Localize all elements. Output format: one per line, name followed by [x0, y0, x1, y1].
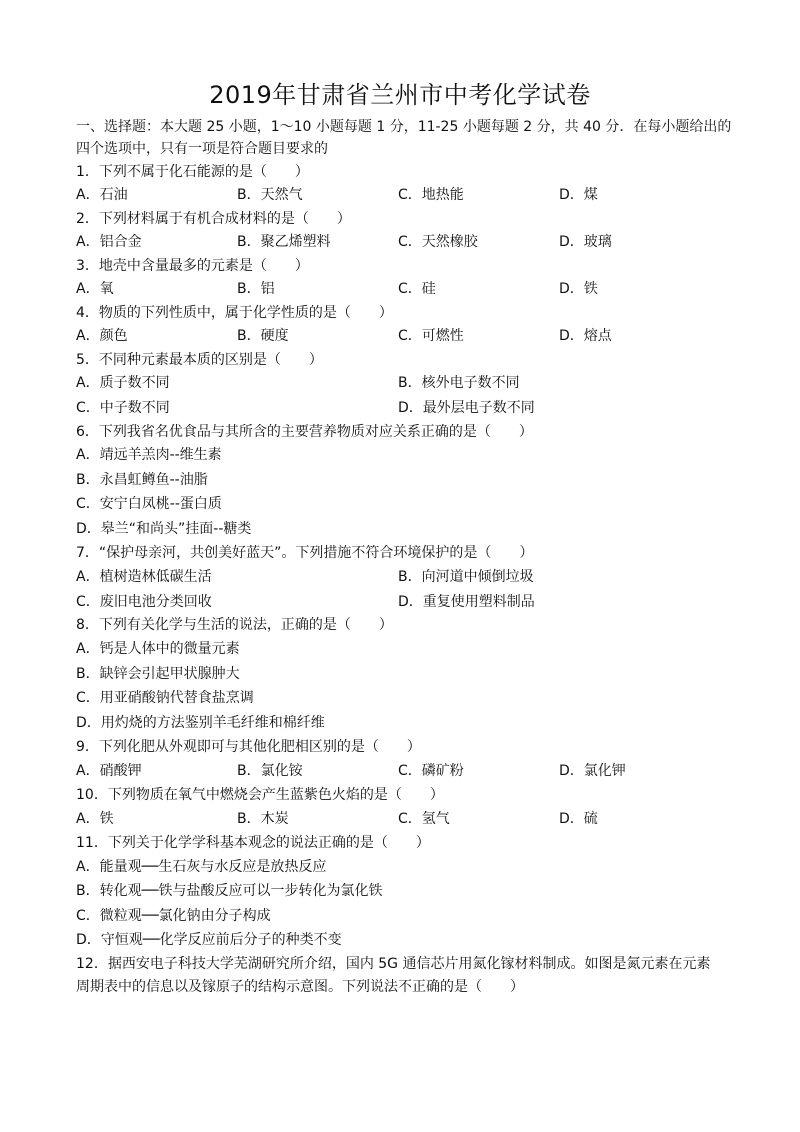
question-3-option-c: C．硅	[398, 281, 436, 297]
question-3-option-d: D．铁	[559, 281, 598, 297]
question-8-option-d: D．用灼烧的方法鉴别羊毛纤维和棉纤维	[76, 715, 325, 731]
question-9-stem: 9．下列化肥从外观即可与其他化肥相区别的是（ ）	[76, 739, 421, 755]
question-12-stem-line2: 周期表中的信息以及镓原子的结构示意图。下列说法不正确的是（ ）	[76, 979, 524, 995]
question-10-stem: 10．下列物质在氧气中燃烧会产生蓝紫色火焰的是（ ）	[76, 787, 444, 803]
question-7-option-b: B．向河道中倾倒垃圾	[398, 569, 534, 585]
question-8-option-a: A．钙是人体中的微量元素	[76, 641, 240, 657]
section-instructions-line1: 一、选择题：本大题 25 小题，1～10 小题每题 1 分，11-25 小题每题 2 分，共 40 分．在每小题给出的	[76, 119, 732, 135]
question-7-option-d: D．重复使用塑料制品	[398, 594, 535, 610]
question-6-option-b: B．永昌虹鳟鱼--油脂	[76, 472, 208, 488]
question-1-option-c: C．地热能	[398, 187, 464, 203]
question-4-option-a: A．颜色	[76, 328, 128, 344]
question-8-stem: 8．下列有关化学与生活的说法，正确的是（ ）	[76, 617, 393, 633]
question-2-stem: 2．下列材料属于有机合成材料的是（ ）	[76, 211, 351, 227]
question-9-option-a: A．硝酸钾	[76, 763, 142, 779]
question-9-option-c: C．磷矿粉	[398, 763, 464, 779]
page-title: 2019年甘肃省兰州市中考化学试卷	[209, 81, 591, 109]
question-10-option-c: C．氢气	[398, 811, 450, 827]
question-7-option-c: C．废旧电池分类回收	[76, 594, 212, 610]
section-instructions-line2: 四个选项中，只有一项是符合题目要求的	[76, 141, 328, 157]
question-9-option-b: B．氯化铵	[237, 763, 303, 779]
question-6-option-c: C．安宁白凤桃--蛋白质	[76, 496, 222, 512]
question-1-option-d: D．煤	[559, 187, 598, 203]
question-12-stem: 12．据西安电子科技大学芜湖研究所介绍，国内 5G 通信芯片用氮化镓材料制成。如图是氮元素在元素	[76, 956, 711, 972]
question-10-option-d: D．硫	[559, 811, 598, 827]
question-11-option-d: D．守恒观──化学反应前后分子的种类不变	[76, 932, 342, 948]
question-11-option-a: A．能量观──生石灰与水反应是放热反应	[76, 859, 327, 875]
question-6-option-a: A．靖远羊羔肉--维生素	[76, 447, 222, 463]
question-11-option-b: B．转化观──铁与盐酸反应可以一步转化为氯化铁	[76, 883, 383, 899]
question-4-option-b: B．硬度	[237, 328, 289, 344]
question-11-stem: 11．下列关于化学学科基本观念的说法正确的是（ ）	[76, 835, 430, 851]
question-3-option-b: B．铝	[237, 281, 275, 297]
question-8-option-c: C．用亚硝酸钠代替食盐烹调	[76, 690, 254, 706]
question-5-option-c: C．中子数不同	[76, 400, 170, 416]
question-3-stem: 3．地壳中含量最多的元素是（ ）	[76, 258, 309, 274]
question-2-option-c: C．天然橡胶	[398, 234, 478, 250]
question-9-option-d: D．氯化钾	[559, 763, 626, 779]
question-8-option-b: B．缺锌会引起甲状腺肿大	[76, 666, 240, 682]
question-1-stem: 1．下列不属于化石能源的是（ ）	[76, 164, 309, 180]
question-10-option-b: B．木炭	[237, 811, 289, 827]
question-2-option-d: D．玻璃	[559, 234, 612, 250]
question-2-option-b: B．聚乙烯塑料	[237, 234, 331, 250]
question-1-option-b: B．天然气	[237, 187, 303, 203]
question-5-option-b: B．核外电子数不同	[398, 375, 520, 391]
question-11-option-c: C．微粒观──氯化钠由分子构成	[76, 908, 271, 924]
question-3-option-a: A．氧	[76, 281, 114, 297]
question-5-stem: 5．不同种元素最本质的区别是（ ）	[76, 352, 323, 368]
question-1-option-a: A．石油	[76, 187, 128, 203]
question-4-stem: 4．物质的下列性质中，属于化学性质的是（ ）	[76, 305, 393, 321]
question-5-option-d: D．最外层电子数不同	[398, 400, 535, 416]
question-5-option-a: A．质子数不同	[76, 375, 170, 391]
question-10-option-a: A．铁	[76, 811, 114, 827]
question-7-stem: 7．“保护母亲河，共创美好蓝天”。下列措施不符合环境保护的是（ ）	[76, 545, 534, 561]
question-6-stem: 6．下列我省名优食品与其所含的主要营养物质对应关系正确的是（ ）	[76, 424, 533, 440]
question-2-option-a: A．铝合金	[76, 234, 142, 250]
question-4-option-c: C．可燃性	[398, 328, 464, 344]
question-7-option-a: A．植树造林低碳生活	[76, 569, 212, 585]
question-6-option-d: D．皋兰“和尚头”挂面--糖类	[76, 521, 252, 537]
question-4-option-d: D．熔点	[559, 328, 612, 344]
